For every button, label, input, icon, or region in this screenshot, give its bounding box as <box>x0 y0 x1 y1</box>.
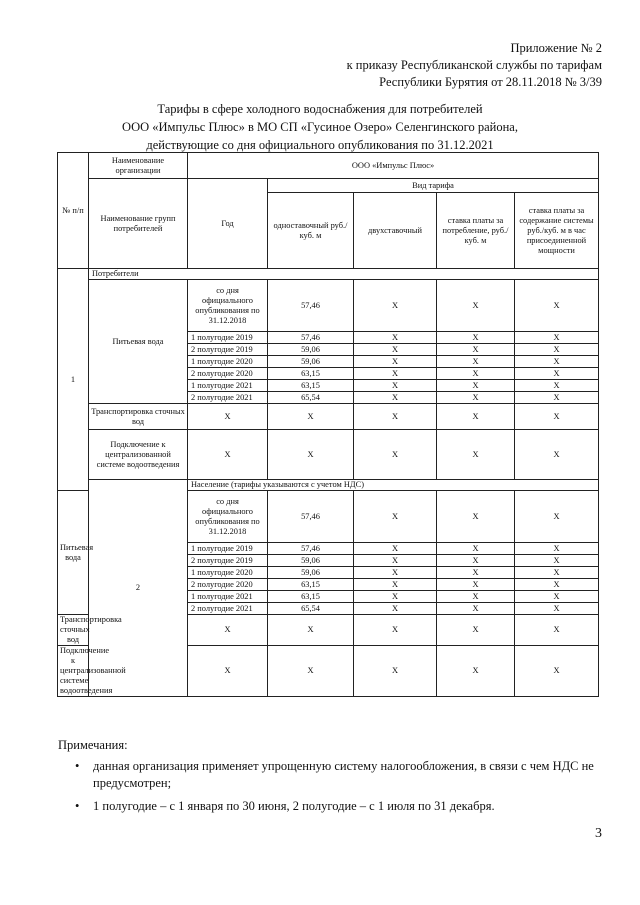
notes-list <box>58 758 618 815</box>
section-label: Население (тарифы указываются с учетом НДС) <box>188 480 599 491</box>
drinking-water-label: Питьевая вода <box>58 491 89 615</box>
drinking-water-label: Питьевая вода <box>89 280 188 404</box>
consumption-rate-value: Х <box>437 368 515 380</box>
not-applicable-cell: Х <box>188 430 268 480</box>
title-line-2: ООО «Импульс Плюс» в МО СП «Гусиное Озеро» Селенгинского района, <box>122 120 518 134</box>
two-rate-value: Х <box>354 603 437 615</box>
header-single-rate: одноставочный руб./ куб. м <box>268 193 354 269</box>
not-applicable-cell: Х <box>188 404 268 430</box>
document-title <box>0 100 640 154</box>
wastewater-transport-label: Транспортировка сточных вод <box>89 404 188 430</box>
not-applicable-cell: Х <box>268 646 354 697</box>
page-number: 3 <box>595 826 602 841</box>
consumption-rate-value: Х <box>437 380 515 392</box>
table-row <box>58 153 599 179</box>
header-number: № п/п <box>58 153 89 269</box>
maintenance-rate-value: Х <box>515 491 599 543</box>
notes-heading: Примечания: <box>58 738 128 752</box>
bullet-icon: • <box>75 759 80 773</box>
two-rate-value: Х <box>354 280 437 332</box>
not-applicable-cell: Х <box>515 615 599 646</box>
single-rate-value: 57,46 <box>268 332 354 344</box>
sewer-connection-label: Подключение к централизованной системе водоотведения <box>58 646 89 697</box>
consumption-rate-value: Х <box>437 280 515 332</box>
section-number: 2 <box>89 480 188 697</box>
two-rate-value: Х <box>354 380 437 392</box>
note-text: данная организация применяет упрощенную систему налогообложения, в связи с чем НДС не предусмотрен; <box>93 759 594 790</box>
note-item <box>58 798 618 815</box>
period-cell: 2 полугодие 2020 <box>188 579 268 591</box>
maintenance-rate-value: Х <box>515 392 599 404</box>
consumption-rate-value: Х <box>437 555 515 567</box>
consumption-rate-value: Х <box>437 356 515 368</box>
title-line-1: Тарифы в сфере холодного водоснабжения для потребителей <box>157 102 483 116</box>
note-item <box>58 758 618 792</box>
header-two-rate: двухставочный <box>354 193 437 269</box>
two-rate-value: Х <box>354 567 437 579</box>
two-rate-value: Х <box>354 491 437 543</box>
consumption-rate-value: Х <box>437 603 515 615</box>
not-applicable-cell: Х <box>515 646 599 697</box>
consumption-rate-value: Х <box>437 543 515 555</box>
maintenance-rate-value: Х <box>515 603 599 615</box>
not-applicable-cell: Х <box>354 646 437 697</box>
two-rate-value: Х <box>354 368 437 380</box>
two-rate-value: Х <box>354 356 437 368</box>
maintenance-rate-value: Х <box>515 567 599 579</box>
single-rate-value: 63,15 <box>268 380 354 392</box>
sewer-connection-label: Подключение к централизованной системе водоотведения <box>89 430 188 480</box>
not-applicable-cell: Х <box>437 404 515 430</box>
table-row <box>58 480 599 491</box>
single-rate-value: 59,06 <box>268 567 354 579</box>
not-applicable-cell: Х <box>188 615 268 646</box>
header-consumption-rate: ставка платы за потребление, руб./ куб. м <box>437 193 515 269</box>
appendix-line-1: Приложение № 2 <box>510 41 602 55</box>
wastewater-transport-label: Транспортировка сточных вод <box>58 615 89 646</box>
two-rate-value: Х <box>354 392 437 404</box>
two-rate-value: Х <box>354 579 437 591</box>
table-row <box>58 269 599 280</box>
not-applicable-cell: Х <box>268 404 354 430</box>
period-cell: 1 полугодие 2021 <box>188 591 268 603</box>
maintenance-rate-value: Х <box>515 380 599 392</box>
single-rate-value: 59,06 <box>268 555 354 567</box>
single-rate-value: 59,06 <box>268 344 354 356</box>
single-rate-value: 65,54 <box>268 392 354 404</box>
not-applicable-cell: Х <box>515 430 599 480</box>
consumption-rate-value: Х <box>437 392 515 404</box>
consumption-rate-value: Х <box>437 567 515 579</box>
consumption-rate-value: Х <box>437 579 515 591</box>
period-cell: 1 полугодие 2020 <box>188 567 268 579</box>
header-maintenance-rate: ставка платы за содержание системы руб./куб. м в час присоединенной мощности <box>515 193 599 269</box>
not-applicable-cell: Х <box>354 404 437 430</box>
single-rate-value: 59,06 <box>268 356 354 368</box>
consumption-rate-value: Х <box>437 332 515 344</box>
two-rate-value: Х <box>354 543 437 555</box>
appendix-header <box>347 40 602 91</box>
note-text: 1 полугодие – с 1 января по 30 июня, 2 полугодие – с 1 июля по 31 декабря. <box>93 799 495 813</box>
single-rate-value: 65,54 <box>268 603 354 615</box>
maintenance-rate-value: Х <box>515 543 599 555</box>
consumption-rate-value: Х <box>437 491 515 543</box>
period-cell: со дня официального опубликования по 31.12.2018 <box>188 280 268 332</box>
single-rate-value: 57,46 <box>268 280 354 332</box>
section-label: Потребители <box>89 269 599 280</box>
maintenance-rate-value: Х <box>515 591 599 603</box>
consumption-rate-value: Х <box>437 591 515 603</box>
single-rate-value: 63,15 <box>268 368 354 380</box>
appendix-line-2: к приказу Республиканской службы по тарифам <box>346 58 602 72</box>
maintenance-rate-value: Х <box>515 579 599 591</box>
period-cell: 2 полугодие 2021 <box>188 603 268 615</box>
table-row <box>58 430 599 480</box>
notes-section <box>58 737 618 821</box>
header-year: Год <box>188 179 268 269</box>
not-applicable-cell: Х <box>515 404 599 430</box>
not-applicable-cell: Х <box>188 646 268 697</box>
period-cell: 2 полугодие 2021 <box>188 392 268 404</box>
tariff-table <box>57 152 599 697</box>
period-cell: 2 полугодие 2019 <box>188 344 268 356</box>
header-organization: Наименование организации <box>89 153 188 179</box>
section-number: 1 <box>58 269 89 491</box>
tariff-table-wrapper <box>57 152 598 697</box>
not-applicable-cell: Х <box>268 615 354 646</box>
single-rate-value: 57,46 <box>268 491 354 543</box>
single-rate-value: 63,15 <box>268 579 354 591</box>
header-tariff-type: Вид тарифа <box>268 179 599 193</box>
maintenance-rate-value: Х <box>515 280 599 332</box>
table-row <box>58 404 599 430</box>
table-row <box>58 179 599 193</box>
appendix-line-3: Республики Бурятия от 28.11.2018 № 3/39 <box>379 75 602 89</box>
single-rate-value: 57,46 <box>268 543 354 555</box>
not-applicable-cell: Х <box>437 646 515 697</box>
not-applicable-cell: Х <box>437 430 515 480</box>
not-applicable-cell: Х <box>268 430 354 480</box>
two-rate-value: Х <box>354 591 437 603</box>
header-organization-value: ООО «Импульс Плюс» <box>188 153 599 179</box>
maintenance-rate-value: Х <box>515 356 599 368</box>
maintenance-rate-value: Х <box>515 332 599 344</box>
period-cell: 1 полугодие 2020 <box>188 356 268 368</box>
header-consumer-groups: Наименование групп потребителей <box>89 179 188 269</box>
title-line-3: действующие со дня официального опубликования по 31.12.2021 <box>146 138 494 152</box>
not-applicable-cell: Х <box>354 430 437 480</box>
consumption-rate-value: Х <box>437 344 515 356</box>
bullet-icon: • <box>75 799 80 813</box>
maintenance-rate-value: Х <box>515 555 599 567</box>
maintenance-rate-value: Х <box>515 368 599 380</box>
single-rate-value: 63,15 <box>268 591 354 603</box>
period-cell: 2 полугодие 2020 <box>188 368 268 380</box>
period-cell: со дня официального опубликования по 31.12.2018 <box>188 491 268 543</box>
two-rate-value: Х <box>354 555 437 567</box>
table-row <box>58 280 599 332</box>
period-cell: 1 полугодие 2019 <box>188 543 268 555</box>
two-rate-value: Х <box>354 332 437 344</box>
maintenance-rate-value: Х <box>515 344 599 356</box>
period-cell: 1 полугодие 2021 <box>188 380 268 392</box>
period-cell: 2 полугодие 2019 <box>188 555 268 567</box>
two-rate-value: Х <box>354 344 437 356</box>
period-cell: 1 полугодие 2019 <box>188 332 268 344</box>
not-applicable-cell: Х <box>354 615 437 646</box>
not-applicable-cell: Х <box>437 615 515 646</box>
